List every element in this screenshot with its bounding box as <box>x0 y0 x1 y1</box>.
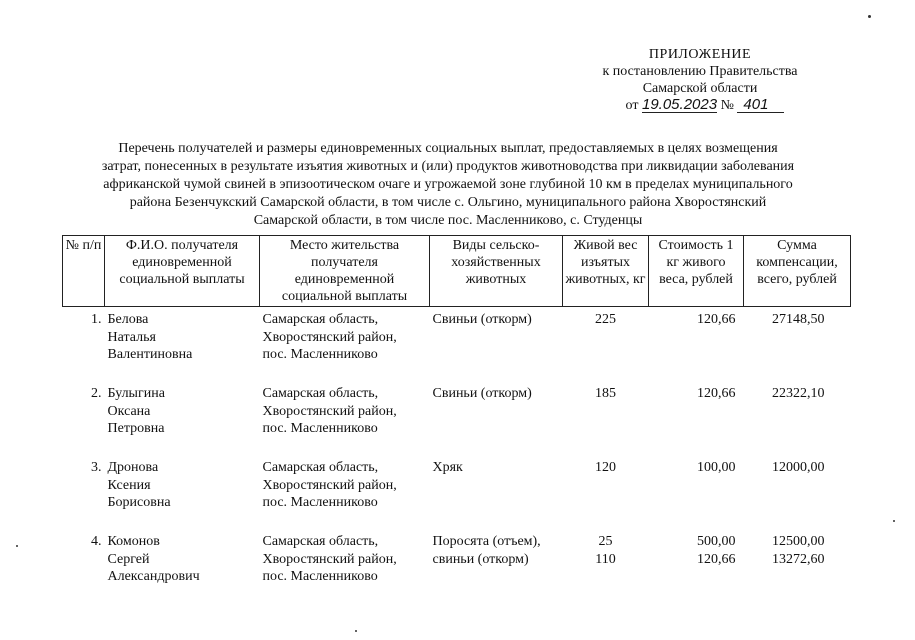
cell-address-line: пос. Масленниково <box>262 421 378 436</box>
cell-address-line: Самарская область, <box>262 386 379 401</box>
cell-price-line: 120,66 <box>697 386 736 401</box>
cell-price <box>649 307 744 382</box>
cell-name-line: Дронова <box>107 460 159 475</box>
cell-number: 3. <box>91 460 102 475</box>
table-row <box>63 529 851 603</box>
cell-number: 1. <box>91 312 102 327</box>
cell-address-line: пос. Масленниково <box>262 569 378 584</box>
cell-name-line: Белова <box>107 312 149 327</box>
cell-weight-line: 185 <box>595 386 616 401</box>
date-prefix: от <box>625 98 639 113</box>
cell-name-line: Петровна <box>107 421 165 436</box>
recipients-table <box>62 235 851 603</box>
cell-address <box>260 381 430 455</box>
scan-speck <box>16 545 18 547</box>
header-name: Ф.И.О. получателя единовременной социальной выплаты <box>105 236 260 307</box>
cell-animals <box>430 529 563 603</box>
cell-name <box>105 455 260 529</box>
cell-number: 2. <box>91 386 102 401</box>
annex-title: ПРИЛОЖЕНИЕ <box>648 47 752 62</box>
cell-price <box>649 381 744 455</box>
table-body <box>63 307 851 604</box>
cell-animals-line: свиньи (откорм) <box>432 551 529 567</box>
cell-sum <box>744 529 851 603</box>
cell-name-line: Борисовна <box>107 495 171 510</box>
cell-address <box>260 455 430 529</box>
cell-animals-line: Поросята (отъем), <box>432 534 541 549</box>
handwritten-date: 19.05.2023 <box>641 96 718 113</box>
cell-name-line: Ксения <box>107 477 151 493</box>
cell-name-line: Александрович <box>107 569 200 584</box>
header-weight: Живой вес изъятых животных, кг <box>563 236 649 307</box>
cell-animals <box>430 381 563 455</box>
heading-line: африканской чумой свиней в эпизоотическом очаге и угрожаемой зоне глубиной 10 км в пределах муниципального <box>103 177 793 192</box>
cell-weight-line: 225 <box>595 312 616 327</box>
cell-animals-line: Хряк <box>432 460 463 475</box>
cell-price <box>649 455 744 529</box>
header-number: № п/п <box>63 236 105 307</box>
cell-weight-line: 25 <box>598 534 613 549</box>
annex-line-1: к постановлению Правительства <box>602 64 798 79</box>
table-header-row <box>63 236 851 307</box>
cell-weight <box>563 529 649 603</box>
heading-line: Самарской области, в том числе пос. Масленниково, с. Студенцы <box>253 213 643 228</box>
cell-name-line: Булыгина <box>107 386 165 401</box>
cell-price-line: 120,66 <box>697 312 736 327</box>
header-animals: Виды сельско-хозяйственных животных <box>430 236 563 307</box>
heading-line: затрат, понесенных в результате изъятия животных и (или) продуктов животноводства при ликвидации заболевания <box>101 159 795 174</box>
cell-weight-line: 110 <box>595 551 616 567</box>
cell-animals-line: Свиньи (откорм) <box>432 386 532 401</box>
heading-line: района Безенчукский Самарской области, в том числе с. Ольгино, муниципального района Хворостянский <box>129 195 767 210</box>
cell-weight <box>563 381 649 455</box>
cell-price-line: 120,66 <box>697 551 736 567</box>
scan-speck <box>893 520 895 522</box>
cell-sum <box>744 381 851 455</box>
cell-price-line: 100,00 <box>697 460 736 475</box>
cell-number: 4. <box>91 534 102 549</box>
cell-address-line: Хворостянский район, <box>262 477 397 493</box>
scan-speck <box>868 15 871 18</box>
cell-sum-line: 13272,60 <box>772 551 825 567</box>
number-prefix: № <box>720 98 734 113</box>
cell-sum-line: 27148,50 <box>772 312 825 327</box>
cell-weight <box>563 455 649 529</box>
table-row <box>63 307 851 382</box>
handwritten-number: 401 <box>737 98 784 113</box>
cell-weight <box>563 307 649 382</box>
cell-name-line: Оксана <box>107 403 151 419</box>
cell-weight-line: 120 <box>595 460 616 475</box>
cell-name-line: Валентиновна <box>107 347 193 362</box>
cell-sum <box>744 307 851 382</box>
cell-address-line: пос. Масленниково <box>262 495 378 510</box>
scan-speck <box>355 630 357 632</box>
cell-sum-line: 12500,00 <box>772 534 825 549</box>
annex-block <box>560 46 840 114</box>
cell-address <box>260 529 430 603</box>
header-address: Место жительства получателя единовременной социальной выплаты <box>260 236 430 307</box>
cell-address-line: Хворостянский район, <box>262 551 397 567</box>
cell-name <box>105 381 260 455</box>
cell-sum <box>744 455 851 529</box>
cell-name <box>105 529 260 603</box>
cell-sum-line: 22322,10 <box>772 386 825 401</box>
annex-dateline <box>560 97 840 114</box>
cell-name-line: Наталья <box>107 329 156 345</box>
header-price: Стоимость 1 кг живого веса, рублей <box>649 236 744 307</box>
cell-address <box>260 307 430 382</box>
header-sum: Сумма компенсации, всего, рублей <box>744 236 851 307</box>
cell-price-line: 500,00 <box>697 534 736 549</box>
cell-animals-line: Свиньи (откорм) <box>432 312 532 327</box>
document-heading <box>48 140 848 230</box>
table-row <box>63 455 851 529</box>
cell-address-line: пос. Масленниково <box>262 347 378 362</box>
cell-name-line: Сергей <box>107 551 150 567</box>
cell-price <box>649 529 744 603</box>
heading-line: Перечень получателей и размеры единовременных социальных выплат, предоставляемых в целях возмещения <box>118 141 778 156</box>
cell-address-line: Самарская область, <box>262 312 379 327</box>
cell-animals <box>430 455 563 529</box>
cell-address-line: Хворостянский район, <box>262 329 397 345</box>
annex-line-2: Самарской области <box>642 81 758 96</box>
cell-name-line: Комонов <box>107 534 160 549</box>
cell-sum-line: 12000,00 <box>772 460 825 475</box>
cell-address-line: Самарская область, <box>262 534 379 549</box>
cell-animals <box>430 307 563 382</box>
cell-name <box>105 307 260 382</box>
cell-address-line: Самарская область, <box>262 460 379 475</box>
table-row <box>63 381 851 455</box>
cell-address-line: Хворостянский район, <box>262 403 397 419</box>
